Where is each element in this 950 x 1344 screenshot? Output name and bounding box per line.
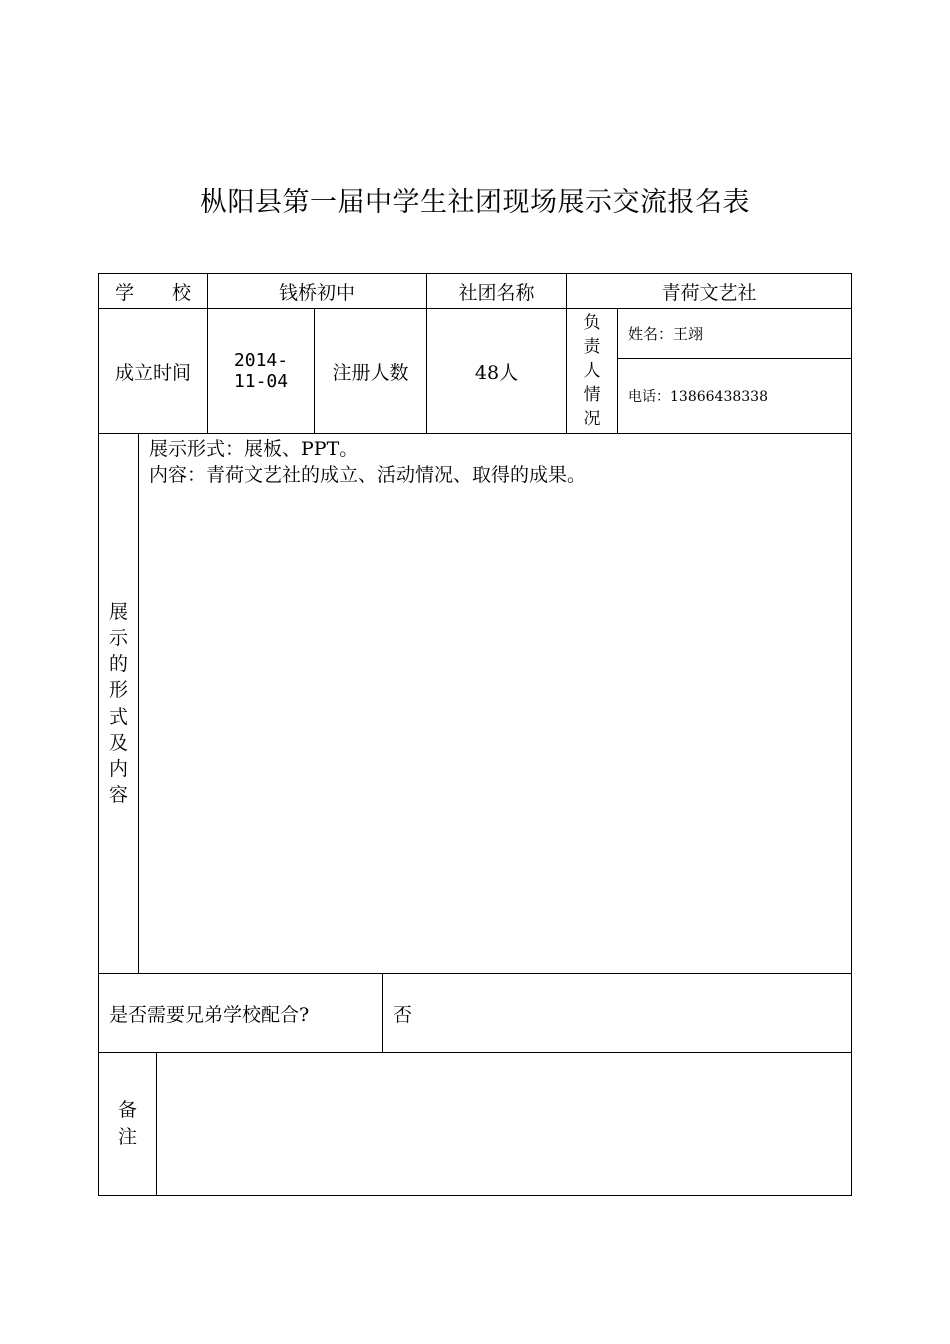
school-value-cell [207, 273, 427, 309]
display-content-text: 内容：青荷文艺社的成立、活动情况、取得的成果。 [149, 464, 587, 486]
leader-phone: 电话：13866438338 [628, 389, 768, 405]
cooperation-question: 是否需要兄弟学校配合? [109, 1003, 310, 1026]
leader-label-cell [566, 308, 618, 434]
club-label-cell [426, 273, 567, 309]
cooperation-answer-cell [382, 973, 852, 1053]
leader-phone-cell [617, 358, 852, 434]
members-label: 注册人数 [332, 361, 409, 384]
leader-name: 姓名：王翊 [628, 325, 704, 343]
founded-value-cell [207, 308, 315, 434]
school-value: 钱桥初中 [278, 281, 355, 304]
display-label-cell [98, 433, 139, 974]
leader-name-cell [617, 308, 852, 359]
cooperation-answer: 否 [393, 1003, 413, 1026]
form-title: 枞阳县第一届中学生社团现场展示交流报名表 [200, 187, 750, 218]
members-label-cell [314, 308, 427, 434]
members-value-cell [426, 308, 567, 434]
founded-date-line2: 11-04 [233, 371, 289, 392]
school-label-cell [98, 273, 208, 309]
remarks-value-cell [156, 1052, 852, 1196]
remarks-label-cell [98, 1052, 157, 1196]
founded-date-line1: 2014- [233, 350, 289, 371]
school-label: 学 校 [114, 281, 191, 304]
founded-label: 成立时间 [114, 361, 191, 384]
display-form-text: 展示形式：展板、PPT。 [149, 438, 359, 460]
club-value: 青荷文艺社 [661, 281, 757, 304]
leader-label: 负 责 人 情 况 [583, 312, 601, 430]
remarks-label: 备 注 [117, 1099, 137, 1148]
club-value-cell [566, 273, 852, 309]
members-value: 48人 [474, 361, 519, 384]
founded-label-cell [98, 308, 208, 434]
club-label: 社团名称 [458, 281, 535, 304]
display-label: 展 示 的 形 式 及 内 容 [108, 600, 128, 807]
cooperation-question-cell [98, 973, 383, 1053]
display-content-cell [138, 433, 852, 974]
